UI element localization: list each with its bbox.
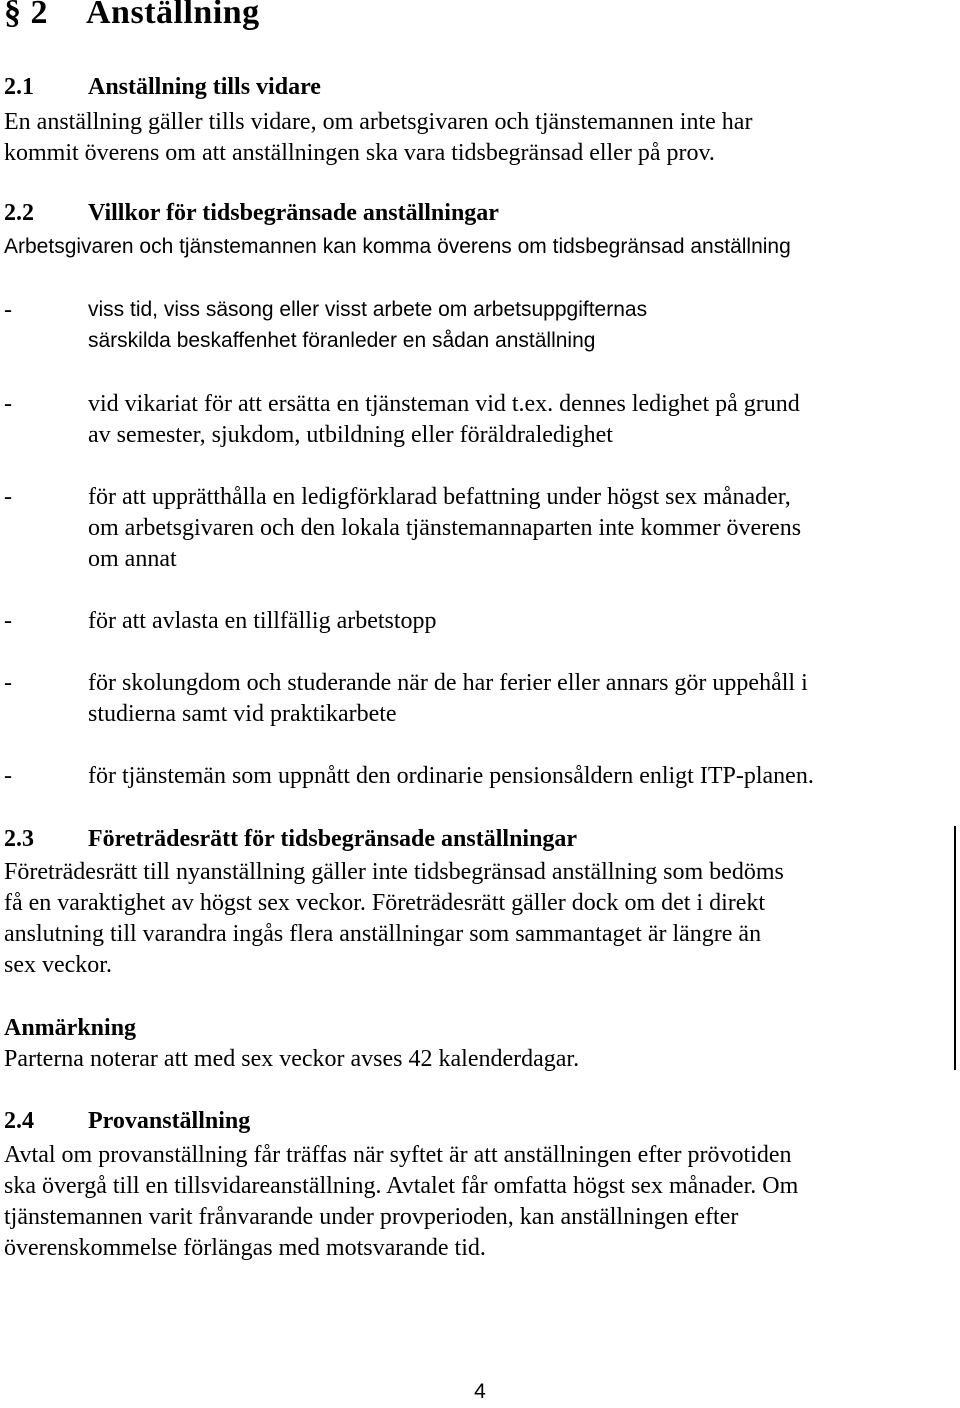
paragraph-line: få en varaktighet av högst sex veckor. Företrädesrätt gäller dock om det i direkt: [4, 890, 766, 916]
paragraph-line: ska övergå till en tillsvidareanställning. Avtalet får omfatta högst sex månader. Om: [4, 1173, 799, 1199]
list-dash: -: [4, 763, 12, 789]
section-number: 2.1: [4, 74, 34, 100]
list-dash: -: [4, 484, 12, 510]
list-item-line: för att avlasta en tillfällig arbetstopp: [88, 608, 437, 634]
list-dash: -: [4, 391, 12, 417]
list-dash: -: [4, 608, 12, 634]
list-item-line: viss tid, viss säsong eller visst arbete om arbetsuppgifternas: [88, 298, 648, 321]
list-item-line: för att upprätthålla en ledigförklarad befattning under högst sex månader,: [88, 484, 791, 510]
section-title: Villkor för tidsbegränsade anställningar: [88, 200, 499, 226]
list-item-line: särskilda beskaffenhet föranleder en sådan anställning: [88, 329, 596, 352]
section-number: 2.2: [4, 200, 34, 226]
section-title: Anställning tills vidare: [88, 74, 321, 100]
paragraph-line: kommit överens om att anställningen ska vara tidsbegränsad eller på prov.: [4, 140, 715, 166]
list-item-line: av semester, sjukdom, utbildning eller föräldraledighet: [88, 422, 613, 448]
paragraph-line: överenskommelse förlängas med motsvarande tid.: [4, 1235, 486, 1261]
list-item-line: för skolungdom och studerande när de har ferier eller annars gör uppehåll i: [88, 670, 808, 696]
paragraph-line: En anställning gäller tills vidare, om arbetsgivaren och tjänstemannen inte har: [4, 109, 753, 135]
chapter-title: Anställning: [86, 0, 260, 31]
paragraph-line: anslutning till varandra ingås flera anställningar som sammantaget är längre än: [4, 921, 762, 947]
section-2-1-heading: [4, 74, 321, 101]
list-item-line: för tjänstemän som uppnått den ordinarie pensionsåldern enligt ITP-planen.: [88, 763, 814, 789]
list-item-line: om annat: [88, 546, 177, 572]
paragraph-line: Företrädesrätt till nyanställning gäller inte tidsbegränsad anställning som bedöms: [4, 859, 784, 885]
page-number: 4: [474, 1380, 486, 1403]
chapter-number: § 2: [4, 0, 48, 31]
chapter-heading: [4, 0, 260, 32]
paragraph-line: Avtal om provanställning får träffas när syftet är att anställningen efter prövotiden: [4, 1142, 792, 1168]
section-2-3-heading: [4, 826, 577, 853]
section-2-2-heading: [4, 200, 499, 227]
list-item-line: om arbetsgivaren och den lokala tjänstemannaparten inte kommer överens: [88, 515, 802, 541]
paragraph-line: sex veckor.: [4, 952, 112, 978]
section-2-4-heading: [4, 1108, 250, 1135]
list-item-line: vid vikariat för att ersätta en tjänsteman vid t.ex. dennes ledighet på grund: [88, 391, 800, 417]
paragraph-line: tjänstemannen varit frånvarande under provperioden, kan anställningen efter: [4, 1204, 739, 1230]
section-title: Företrädesrätt för tidsbegränsade anställningar: [88, 826, 578, 852]
list-dash: -: [4, 670, 12, 696]
section-number: 2.4: [4, 1108, 34, 1134]
list-dash: -: [4, 297, 12, 323]
section-title: Provanställning: [88, 1108, 251, 1134]
section-number: 2.3: [4, 826, 34, 852]
note-title: Anmärkning: [4, 1015, 137, 1041]
note-text: Parterna noterar att med sex veckor avses 42 kalenderdagar.: [4, 1046, 580, 1072]
change-margin-bar: [954, 826, 956, 1070]
section-intro: Arbetsgivaren och tjänstemannen kan komma överens om tidsbegränsad anställning: [4, 235, 791, 258]
list-item-line: studierna samt vid praktikarbete: [88, 701, 397, 727]
